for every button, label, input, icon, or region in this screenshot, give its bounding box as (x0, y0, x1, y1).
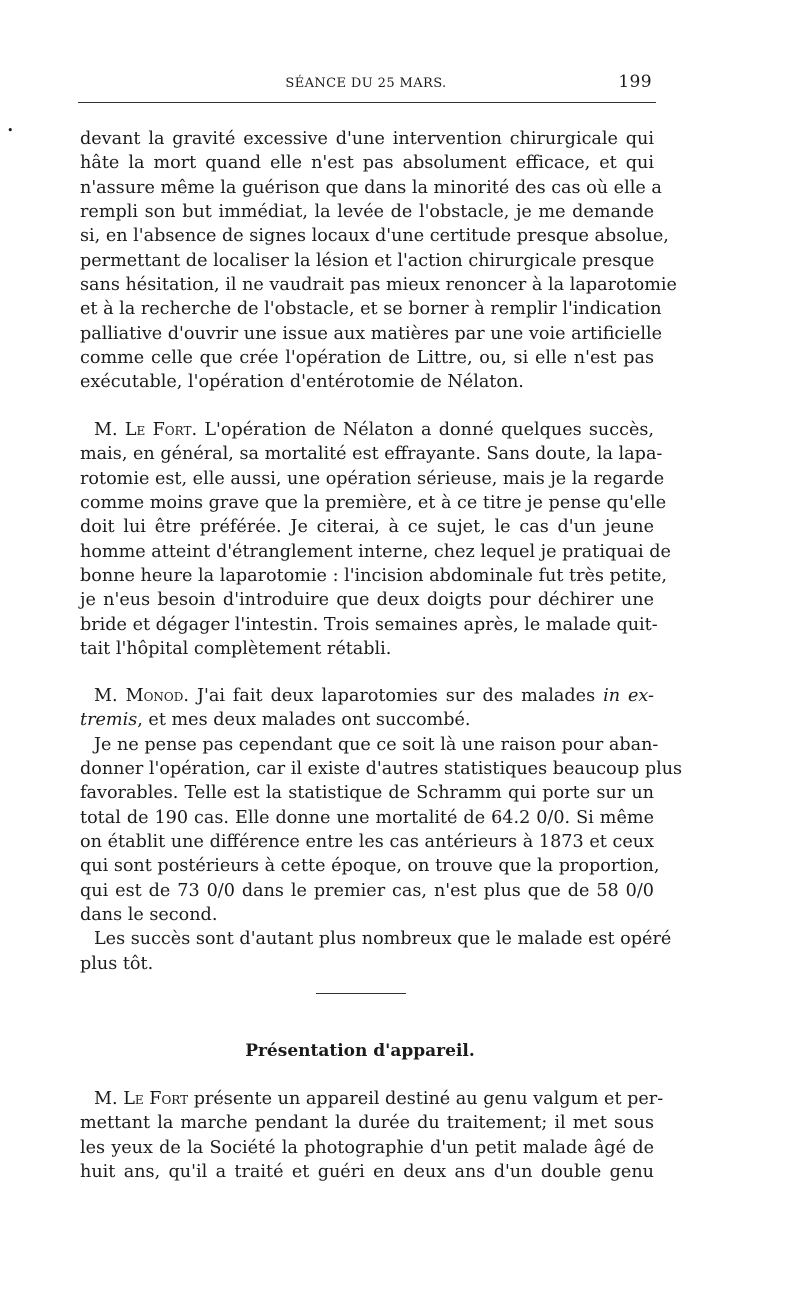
text-line: exécutable, l'opération d'entérotomie de Nélaton. (80, 372, 524, 393)
paragraph-2 (80, 418, 671, 661)
text-line: tait l'hôpital complètement rétabli. (80, 639, 392, 660)
text-line: rempli son but immédiat, la levée de l'obstacle, je me demande (80, 202, 654, 223)
text-line: hâte la mort quand elle n'est pas absolument efficace, et qui (80, 153, 654, 174)
paragraph-4 (80, 1087, 664, 1184)
paragraph-1 (80, 127, 677, 395)
margin-mark: • (7, 124, 14, 137)
text-line: M. Monod. J'ai fait deux laparotomies sur des malades in ex- (94, 686, 654, 706)
page-number: 199 (618, 72, 652, 92)
running-head (78, 70, 654, 100)
text-line: mais, en général, sa mortalité est effrayante. Sans doute, la lapa- (80, 444, 663, 465)
text-line: Je ne pense pas cependant que ce soit là une raison pour aban- (94, 734, 659, 755)
text-line: comme moins grave que la première, et à ce titre je pense qu'elle (80, 493, 667, 514)
text-line: palliative d'ouvrir une issue aux matières par une voie artificielle (80, 323, 662, 344)
text-line: n'assure même la guérison que dans la minorité des cas où elle a (80, 177, 662, 198)
text-line: mettant la marche pendant la durée du traitement; il met sous (80, 1113, 654, 1134)
speaker-name: M. Le Fort. (94, 420, 198, 440)
text-line: M. Le Fort présente un appareil destiné au genu valgum et per- (94, 1089, 664, 1109)
text-line: total de 190 cas. Elle donne une mortalité de 64.2 0/0. Si même (80, 807, 654, 828)
text-line: donner l'opération, car il existe d'autres statistiques beaucoup plus (80, 759, 683, 780)
text-line: huit ans, qu'il a traité et guéri en deux ans d'un double genu (80, 1162, 654, 1183)
header-rule (78, 102, 656, 103)
text-line: dans le second. (80, 905, 218, 926)
speaker-name: M. Monod. (94, 686, 189, 706)
text-line: M. Le Fort. L'opération de Nélaton a donné quelques succès, (94, 420, 655, 440)
text-line: devant la gravité excessive d'une intervention chirurgicale qui (80, 129, 654, 149)
text-line: qui est de 73 0/0 dans le premier cas, n'est plus que de 58 0/0 (80, 880, 654, 901)
text-line: homme atteint d'étranglement interne, chez lequel je pratiquai de (80, 541, 671, 562)
text-line: qui sont postérieurs à cette époque, on trouve que la proportion, (80, 856, 660, 877)
text-line: on établit une différence entre les cas antérieurs à 1873 et ceux (80, 832, 654, 853)
text-line: les yeux de la Société la photographie d'un petit malade âgé de (80, 1137, 654, 1158)
text-line: Les succès sont d'autant plus nombreux que le malade est opéré (94, 929, 672, 950)
text-line: doit lui être préférée. Je citerai, à ce sujet, le cas d'un jeune (80, 517, 654, 538)
text-line: je n'eus besoin d'introduire que deux doigts pour déchirer une (80, 590, 654, 611)
text-line: rotomie est, elle aussi, une opération sérieuse, mais je la regarde (80, 468, 665, 489)
text-line: comme celle que crée l'opération de Littre, ou, si elle n'est pas (80, 348, 654, 369)
section-title: Présentation d'appareil. (245, 1041, 475, 1061)
text-line: plus tôt. (80, 953, 154, 974)
speaker-name: M. Le Fort (94, 1089, 189, 1109)
text-line: si, en l'absence de signes locaux d'une certitude presque absolue, (80, 226, 669, 247)
text-line: tremis, et mes deux malades ont succombé. (80, 710, 471, 731)
running-title: SÉANCE DU 25 MARS. (285, 76, 447, 91)
text-line: bride et dégager l'intestin. Trois semaines après, le malade quit- (80, 614, 658, 635)
text-line: sans hésitation, il ne vaudrait pas mieux renoncer à la laparotomie (80, 275, 677, 296)
text-line: bonne heure la laparotomie : l'incision abdominale fut très petite, (80, 566, 667, 587)
section-divider (316, 993, 406, 994)
text-line: et à la recherche de l'obstacle, et se borner à remplir l'indication (80, 299, 662, 320)
paragraph-3 (80, 684, 683, 976)
text-line: permettant de localiser la lésion et l'action chirurgicale presque (80, 250, 655, 271)
text-line: favorables. Telle est la statistique de Schramm qui porte sur un (80, 783, 654, 804)
